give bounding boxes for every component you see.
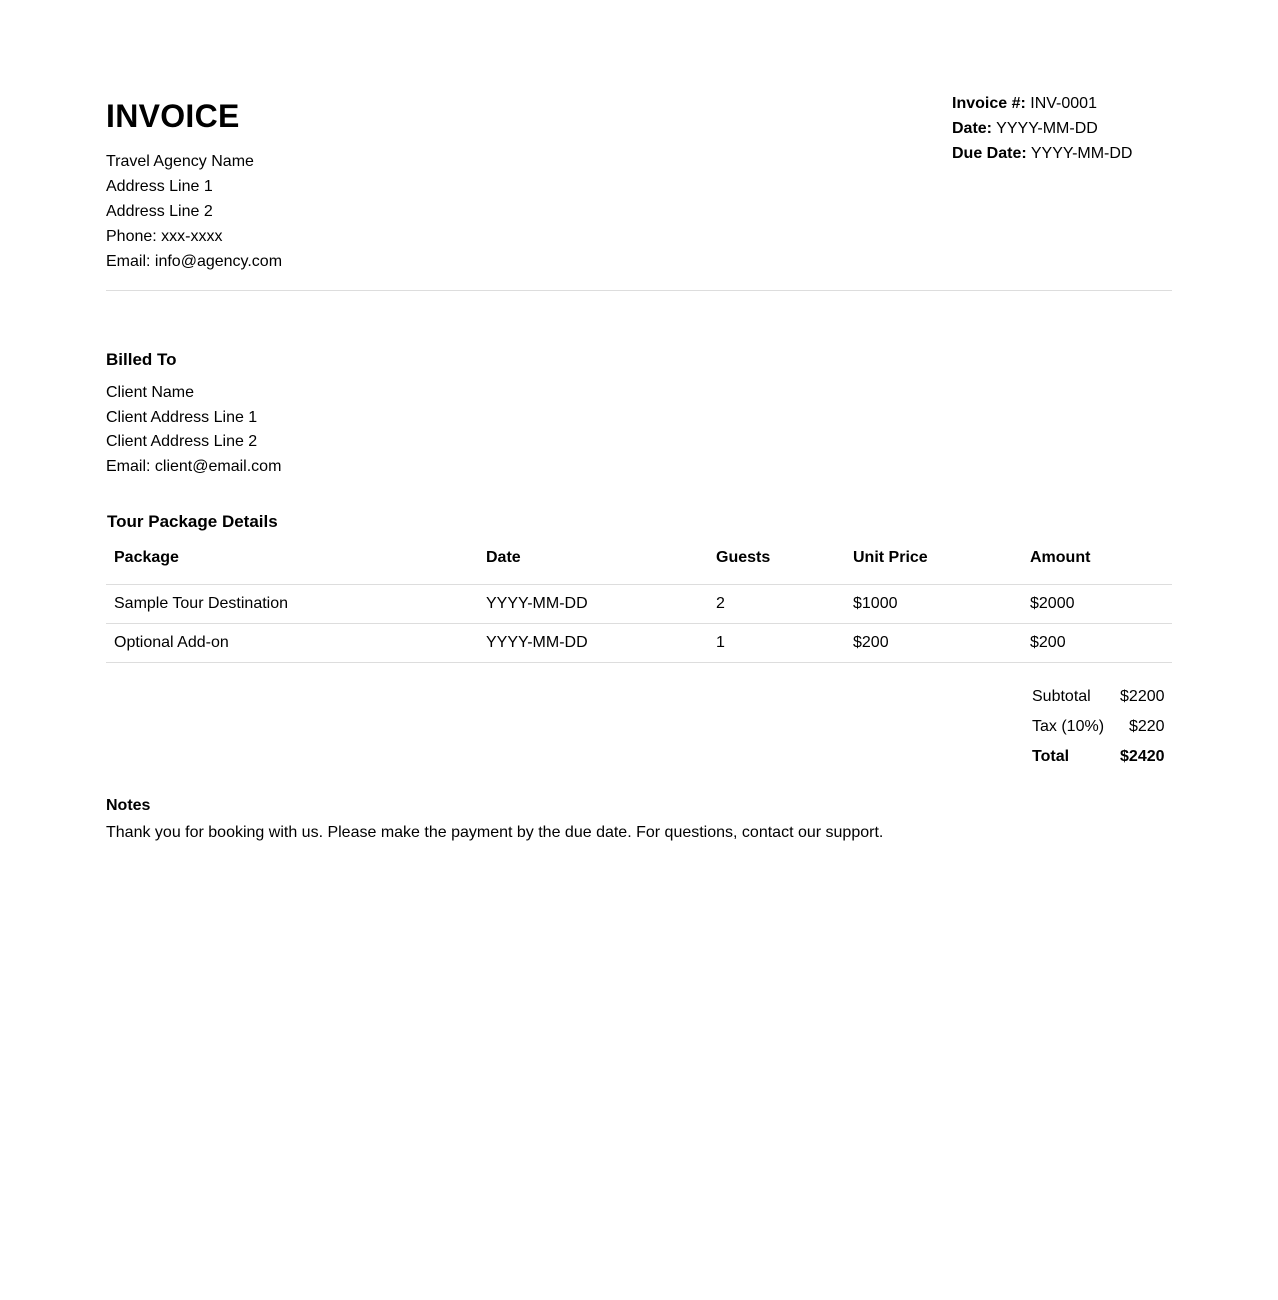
client-address-line-1: Client Address Line 1 bbox=[106, 408, 258, 426]
invoice-header bbox=[106, 0, 1172, 291]
table-row bbox=[106, 624, 1172, 663]
invoice-number-label: Invoice #: bbox=[952, 95, 1026, 112]
invoice-due-date-label: Due Date: bbox=[952, 145, 1027, 162]
invoice-number-value: INV-0001 bbox=[1030, 95, 1097, 112]
cell-amount: $2000 bbox=[1022, 585, 1172, 624]
cell-unit-price: $200 bbox=[845, 624, 1022, 663]
cell-unit-price: $1000 bbox=[845, 585, 1022, 624]
tour-package-title: Tour Package Details bbox=[107, 512, 278, 531]
column-header-date: Date bbox=[478, 548, 708, 585]
cell-guests: 2 bbox=[708, 585, 845, 624]
agency-email: Email: info@agency.com bbox=[106, 253, 283, 270]
invoice-date-value: YYYY-MM-DD bbox=[996, 120, 1098, 137]
cell-date: YYYY-MM-DD bbox=[478, 585, 708, 624]
subtotal-label: Subtotal bbox=[1032, 688, 1091, 705]
column-header-guests: Guests bbox=[708, 548, 845, 585]
invoice-meta bbox=[952, 91, 1132, 166]
tax-row bbox=[1024, 712, 1173, 742]
billed-to-details bbox=[106, 381, 281, 480]
column-header-package: Package bbox=[106, 548, 478, 585]
tour-package-table bbox=[106, 548, 1172, 663]
agency-name: Travel Agency Name bbox=[106, 153, 254, 170]
invoice-date bbox=[952, 116, 1132, 141]
tax-value: $220 bbox=[1128, 718, 1165, 735]
cell-guests: 1 bbox=[708, 624, 845, 663]
agency-phone: Phone: xxx-xxxx bbox=[106, 228, 223, 245]
cell-date: YYYY-MM-DD bbox=[478, 624, 708, 663]
tax-label: Tax (10%) bbox=[1032, 718, 1105, 735]
cell-package: Sample Tour Destination bbox=[106, 585, 478, 624]
invoice-page bbox=[106, 0, 1172, 841]
agency-address-line-1: Address Line 1 bbox=[106, 178, 213, 195]
billed-to-title: Billed To bbox=[106, 350, 177, 369]
invoice-due-date bbox=[952, 141, 1132, 166]
page-title: INVOICE bbox=[106, 98, 240, 134]
total-label: Total bbox=[1032, 748, 1070, 765]
tour-package-section bbox=[106, 510, 1172, 663]
subtotal-value: $2200 bbox=[1120, 688, 1165, 705]
invoice-number bbox=[952, 91, 1132, 116]
agency-address-line-2: Address Line 2 bbox=[106, 203, 213, 220]
total-row bbox=[1024, 742, 1173, 772]
total-value: $2420 bbox=[1120, 748, 1165, 765]
billed-to-section bbox=[106, 348, 281, 480]
cell-package: Optional Add-on bbox=[106, 624, 478, 663]
notes-section bbox=[106, 795, 883, 844]
notes-text: Thank you for booking with us. Please make the payment by the due date. For questions, contact our support. bbox=[106, 824, 884, 841]
column-header-unit-price: Unit Price bbox=[845, 548, 1022, 585]
agency-info bbox=[106, 149, 282, 274]
subtotal-row bbox=[1024, 682, 1173, 712]
notes-title: Notes bbox=[106, 797, 151, 814]
invoice-due-date-value: YYYY-MM-DD bbox=[1030, 145, 1133, 162]
totals-table bbox=[1024, 682, 1173, 772]
client-address-line-2: Client Address Line 2 bbox=[106, 433, 258, 451]
column-header-amount: Amount bbox=[1022, 548, 1172, 585]
cell-amount: $200 bbox=[1022, 624, 1172, 663]
table-row bbox=[106, 585, 1172, 624]
client-email: Email: client@email.com bbox=[106, 458, 282, 476]
invoice-date-label: Date: bbox=[952, 120, 993, 137]
client-name: Client Name bbox=[106, 384, 195, 401]
table-header-row bbox=[106, 548, 1172, 585]
